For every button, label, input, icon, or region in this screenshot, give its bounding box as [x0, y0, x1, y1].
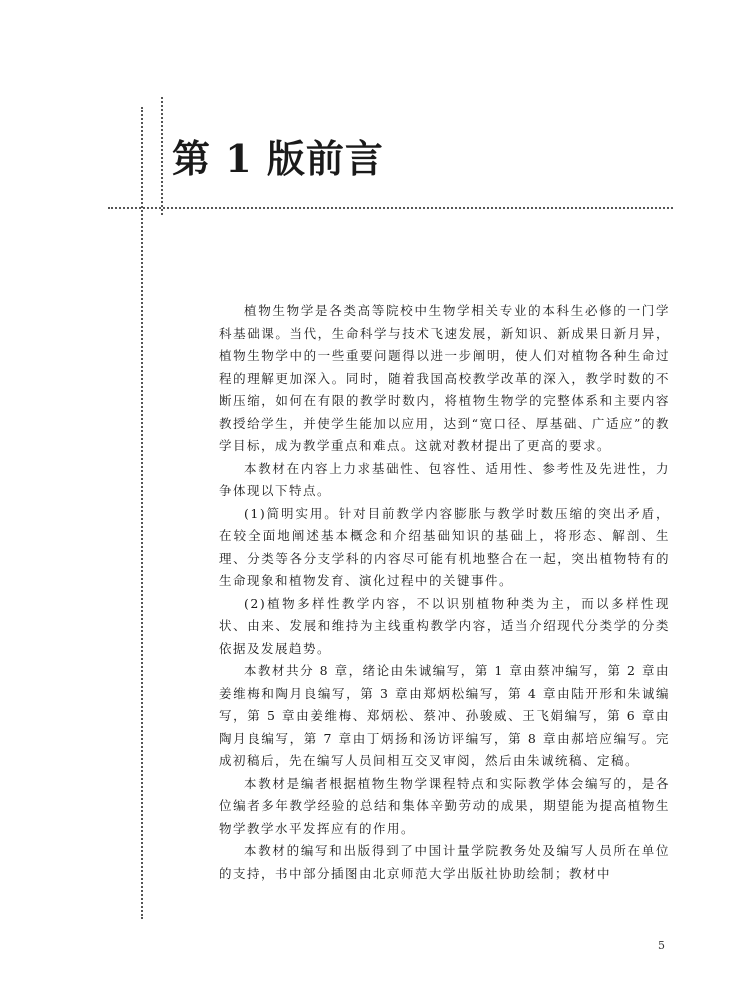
page-number: 5	[658, 939, 665, 952]
dotted-margin-line-vertical	[141, 107, 143, 919]
paragraph: 本教材是编者根据植物生物学课程特点和实际教学体会编写的，是各位编者多年教学经验的总结和集体辛勤劳动的成果，期望能为提高植物生物学教学水平发挥应有的作用。	[219, 775, 670, 836]
paragraph: (1)简明实用。针对目前教学内容膨胀与教学时数压缩的突出矛盾，在较全面地阐述基本概念和介绍基础知识的基础上，将形态、解剖、生理、分类等各分支学科的内容尽可能有机地整合在一起，突出植物特有的生命现象和植物发育、演化过程中的关键事件。	[219, 505, 670, 588]
paragraph: 本教材共分 8 章，绪论由朱诚编写，第 1 章由蔡冲编写，第 2 章由姜维梅和陶月良编写，第 3 章由郑炳松编写，第 4 章由陆开形和朱诚编写，第 5 章由姜维梅、郑炳松、蔡冲、孙骏威、王飞娟编写，第 6 章由陶月良编写，第 7 章由丁炳扬和汤访评编写，第 8 章由郝培应编写。完成初稿后，先在编写人员间相互交叉审阅，然后由朱诚统稿、定稿。	[219, 663, 670, 768]
dotted-title-line-vertical	[161, 97, 163, 215]
body-text	[219, 300, 670, 885]
paragraph: 本教材在内容上力求基础性、包容性、适用性、参考性及先进性，力争体现以下特点。	[219, 460, 670, 498]
paragraph: (2)植物多样性教学内容，不以识别植物种类为主，而以多样性现状、由来、发展和维持为主线重构教学内容，适当介绍现代分类学的分类依据及发展趋势。	[219, 595, 670, 656]
dotted-title-line-horizontal	[108, 207, 673, 209]
page-title: 第 1 版前言	[172, 136, 384, 181]
paragraph: 本教材的编写和出版得到了中国计量学院教务处及编写人员所在单位的支持，书中部分插图由北京师范大学出版社协助绘制；教材中	[219, 843, 670, 881]
paragraph: 植物生物学是各类高等院校中生物学相关专业的本科生必修的一门学科基础课。当代，生命科学与技术飞速发展，新知识、新成果日新月异，植物生物学中的一些重要问题得以进一步阐明，使人们对植物各种生命过程的理解更加深入。同时，随着我国高校教学改革的深入，教学时数的不断压缩，如何在有限的教学时数内，将植物生物学的完整体系和主要内容教授给学生，并使学生能加以应用，达到“宽口径、厚基础、广适应”的教学目标，成为教学重点和难点。这就对教材提出了更高的要求。	[219, 303, 670, 453]
